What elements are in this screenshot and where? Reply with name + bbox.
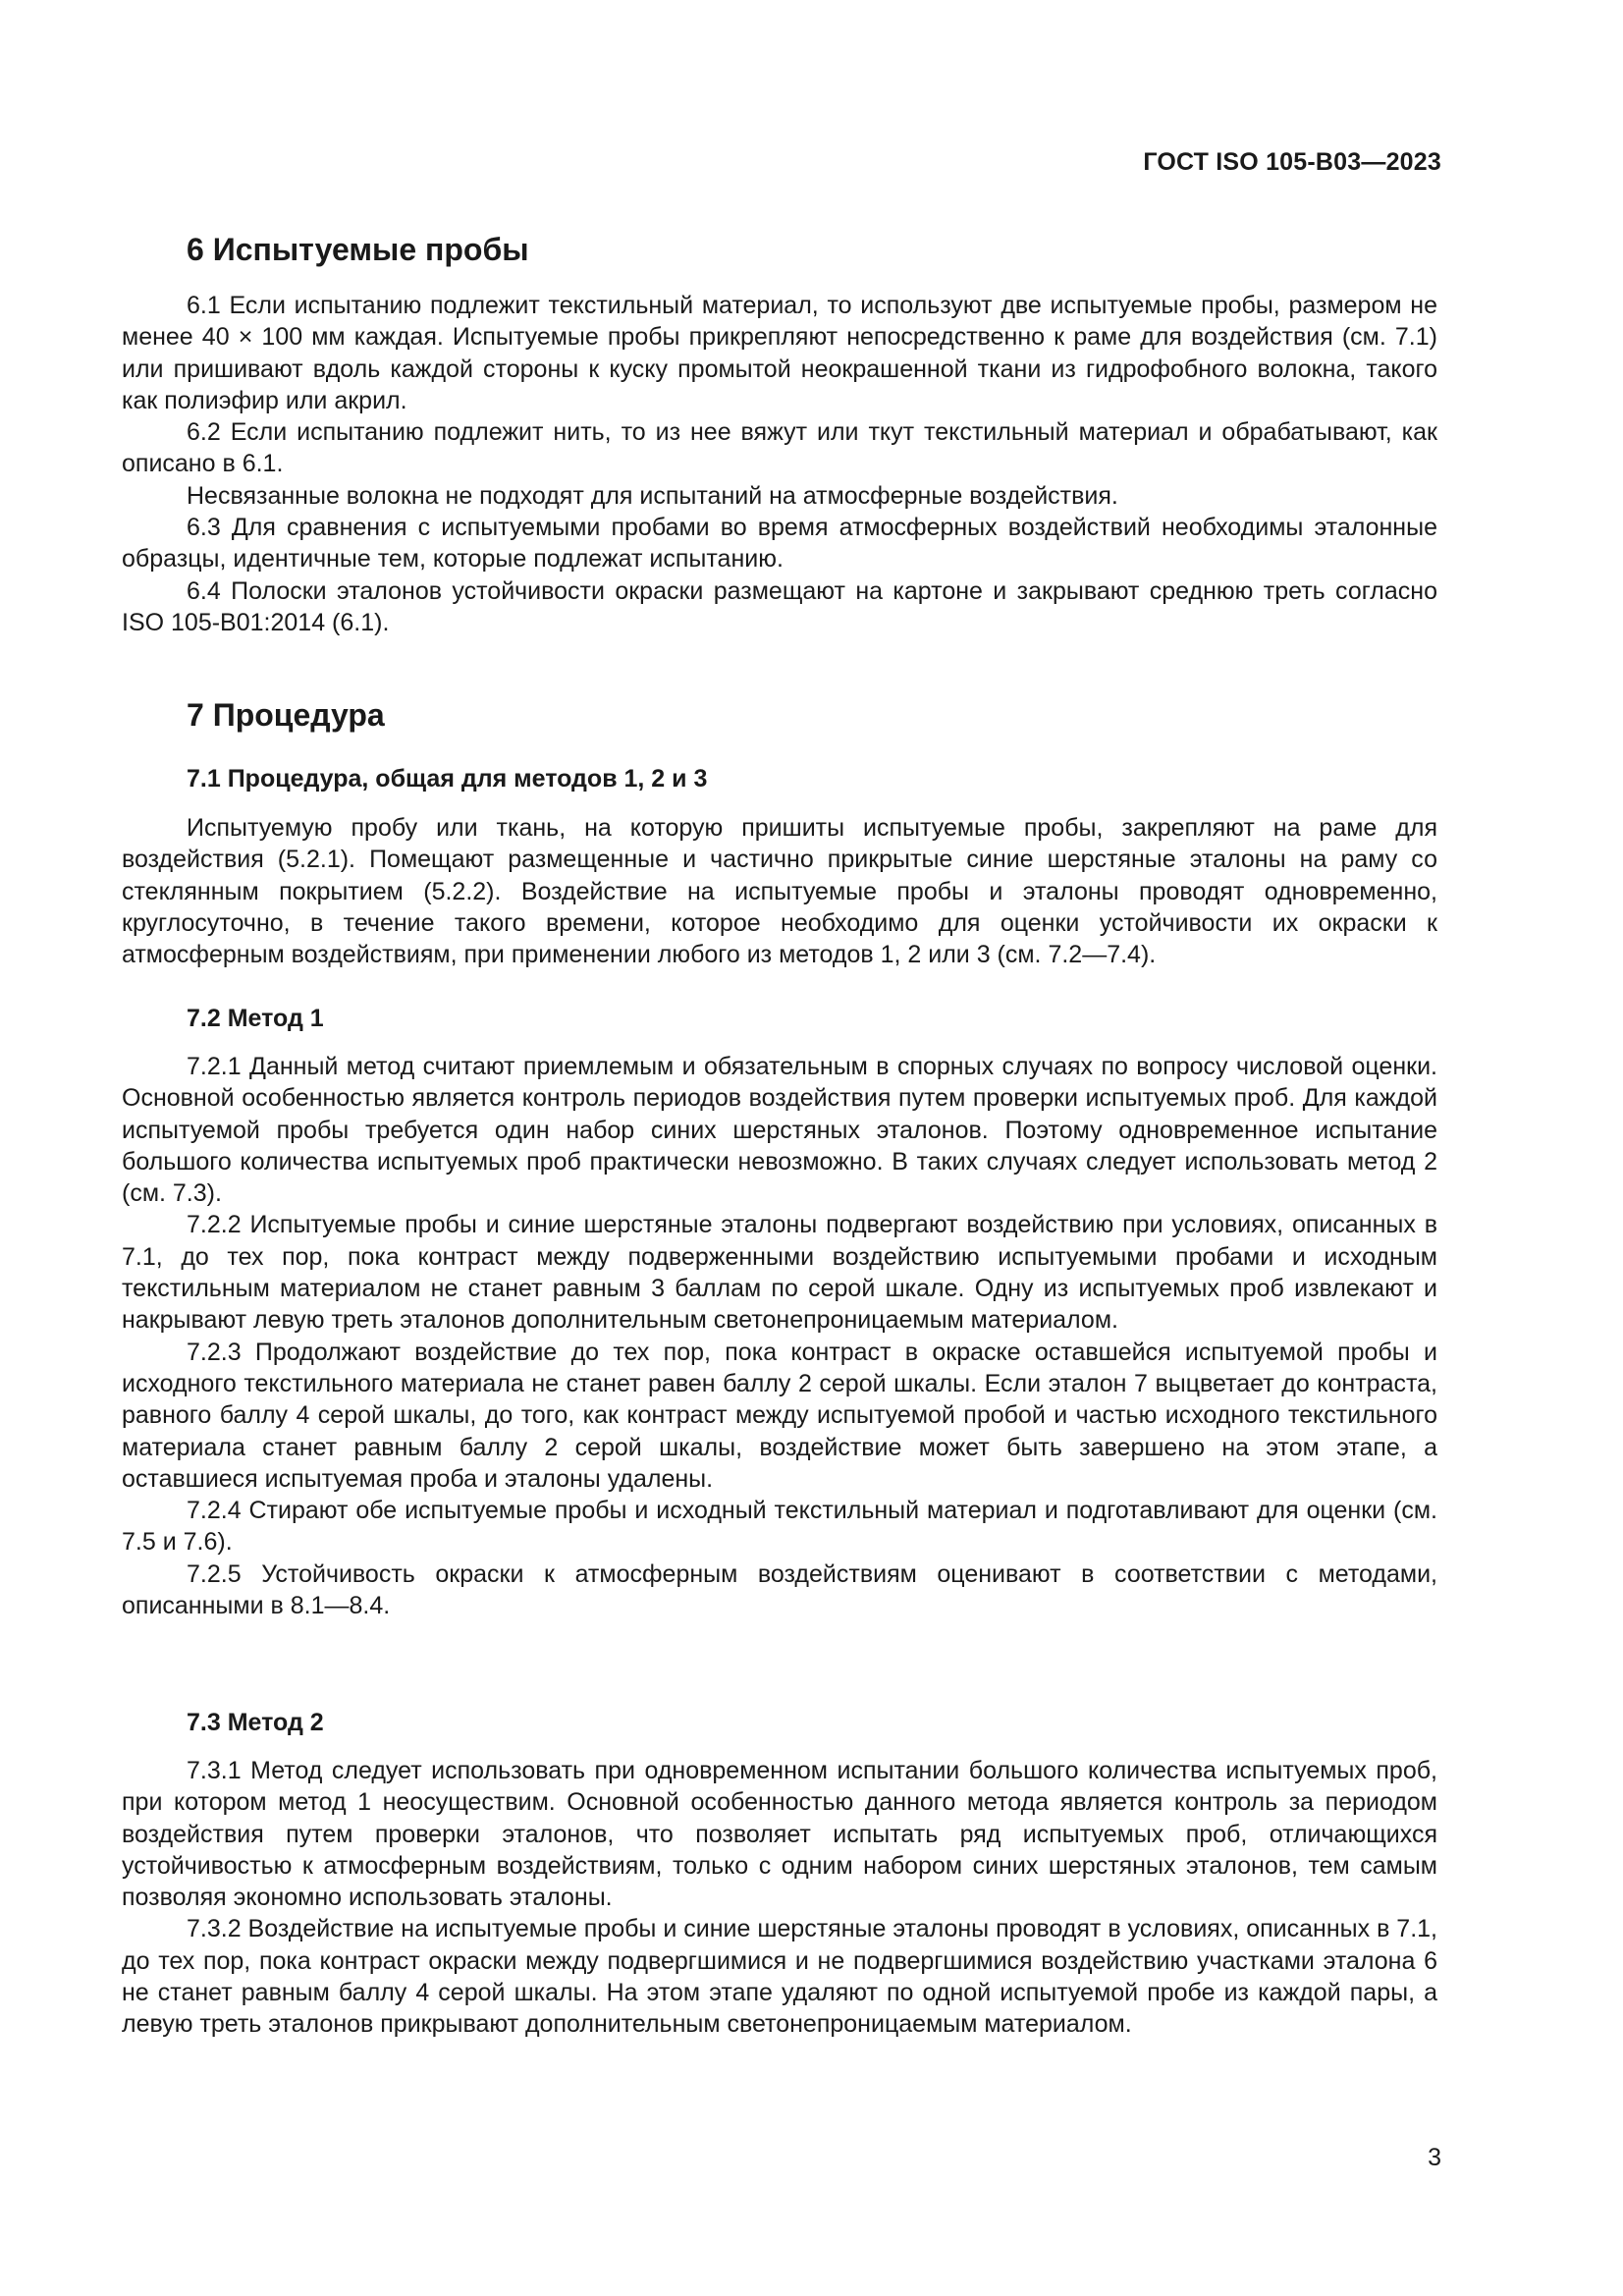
paragraph-7-2-3: 7.2.3 Продолжают воздействие до тех пор, пока контраст в окраске оставшейся испытуемой пробы и исходного текстильного материала не станет равен баллу 2 серой шкалы. Если эталон 7 выцветает до контраста, равного баллу 4 серой шкалы, до того, как контраст между испытуемой пробой и частью исходного текстильного материала станет равным баллу 2 серой шкалы, воздействие может быть завершено на этом этапе, а оставшиеся испытуемая проба и эталоны удалены. bbox=[122, 1338, 1437, 1493]
paragraph-7-3-2: 7.3.2 Воздействие на испытуемые пробы и синие шерстяные эталоны проводят в условиях, описанных в 7.1, до тех пор, пока контраст окраски между подвергшимися и не подвергшимися воздействию участками эталона 6 не станет равным баллу 4 серой шкалы. На этом этапе удаляют по одной испытуемой пробе из каждой пары, а левую треть эталонов прикрывают дополнительным светонепроницаемым материалом. bbox=[122, 1915, 1437, 2039]
subsection-7-2-title: 7.2 Метод 1 bbox=[187, 1005, 324, 1032]
subsection-7-3 bbox=[122, 1707, 1437, 1738]
document-page bbox=[122, 0, 1441, 2296]
subsection-7-1 bbox=[122, 763, 1437, 794]
subsection-7-2 bbox=[122, 1003, 1437, 1034]
subsection-7-1-title: 7.1 Процедура, общая для методов 1, 2 и 3 bbox=[187, 765, 708, 793]
paragraph-6-2-note: Несвязанные волокна не подходят для испытаний на атмосферные воздействия. bbox=[187, 481, 1118, 510]
paragraph-7-2-5: 7.2.5 Устойчивость окраски к атмосферным воздействиям оценивают в соответствии с методами, описанными в 8.1—8.4. bbox=[122, 1559, 1437, 1620]
subsection-7-3-body bbox=[122, 1755, 1437, 2041]
subsection-7-3-title: 7.3 Метод 2 bbox=[187, 1709, 324, 1736]
paragraph-7-1: Испытуемую пробу или ткань, на которую пришиты испытуемые пробы, закрепляют на раме для воздействия (5.2.1). Помещают размещенные и частично прикрытые синие шерстяные эталоны на раму со стеклянным покрытием (5.2.2). Воздействие на испытуемые пробы и эталоны проводят одновременно, круглосуточно, в течение такого времени, которое необходимо для оценки устойчивости их окраски к атмосферным воздействиям, при применении любого из методов 1, 2 или 3 (см. 7.2—7.4). bbox=[122, 814, 1437, 969]
section-6-body bbox=[122, 290, 1437, 638]
paragraph-7-2-2: 7.2.2 Испытуемые пробы и синие шерстяные эталоны подвергают воздействию при условиях, описанных в 7.1, до тех пор, пока контраст между подверженными воздействию испытуемыми пробами и исходным текстильным материалом не станет равным 3 баллам по серой шкале. Одну из испытуемых проб извлекают и накрывают левую треть эталонов дополнительным светонепроницаемым материалом. bbox=[122, 1211, 1437, 1335]
paragraph-6-1: 6.1 Если испытанию подлежит текстильный материал, то используют две испытуемые пробы, размером не менее 40 × 100 мм каждая. Испытуемые пробы прикрепляют непосредственно к раме для воздействия (см. 7.1) или пришивают вдоль каждой стороны к куску промытой неокрашенной ткани из гидрофобного волокна, такого как полиэфир или акрил. bbox=[122, 292, 1437, 414]
section-7 bbox=[122, 695, 1437, 735]
page-number: 3 bbox=[1428, 2144, 1441, 2171]
paragraph-7-2-1: 7.2.1 Данный метод считают приемлемым и обязательным в спорных случаях по вопросу числовой оценки. Основной особенностью является контроль периодов воздействия путем проверки испытуемых проб. Для каждой испытуемой пробы требуется один набор синих шерстяных эталонов. Поэтому одновременное испытание большого количества испытуемых проб практически невозможно. В таких случаях следует использовать метод 2 (см. 7.3). bbox=[122, 1053, 1437, 1208]
subsection-7-1-body bbox=[122, 812, 1437, 970]
paragraph-7-3-1: 7.3.1 Метод следует использовать при одновременном испытании большого количества испытуемых проб, при котором метод 1 неосуществим. Основной особенностью данного метода является контроль за периодом воздействия путем проверки эталонов, что позволяет испытать ряд испытуемых проб, отличающихся устойчивостью к атмосферным воздействиям, только с одним набором синих шерстяных эталонов, тем самым позволяя экономно использовать эталоны. bbox=[122, 1757, 1437, 1912]
subsection-7-2-body bbox=[122, 1051, 1437, 1621]
paragraph-6-3: 6.3 Для сравнения с испытуемыми пробами во время атмосферных воздействий необходимы эталонные образцы, идентичные тем, которые подлежат испытанию. bbox=[122, 514, 1437, 574]
section-6 bbox=[122, 230, 1437, 269]
section-7-title: 7 Процедура bbox=[187, 697, 385, 733]
paragraph-7-2-4: 7.2.4 Стирают обе испытуемые пробы и исходный текстильный материал и подготавливают для оценки (см. 7.5 и 7.6). bbox=[122, 1497, 1437, 1557]
document-id-header: ГОСТ ISO 105-B03—2023 bbox=[1143, 148, 1441, 176]
paragraph-6-4: 6.4 Полоски эталонов устойчивости окраски размещают на картоне и закрывают среднюю треть согласно ISO 105-B01:2014 (6.1). bbox=[122, 576, 1437, 636]
section-6-title: 6 Испытуемые пробы bbox=[187, 232, 529, 267]
paragraph-6-2: 6.2 Если испытанию подлежит нить, то из нее вяжут или ткут текстильный материал и обрабатывают, как описано в 6.1. bbox=[122, 418, 1437, 478]
